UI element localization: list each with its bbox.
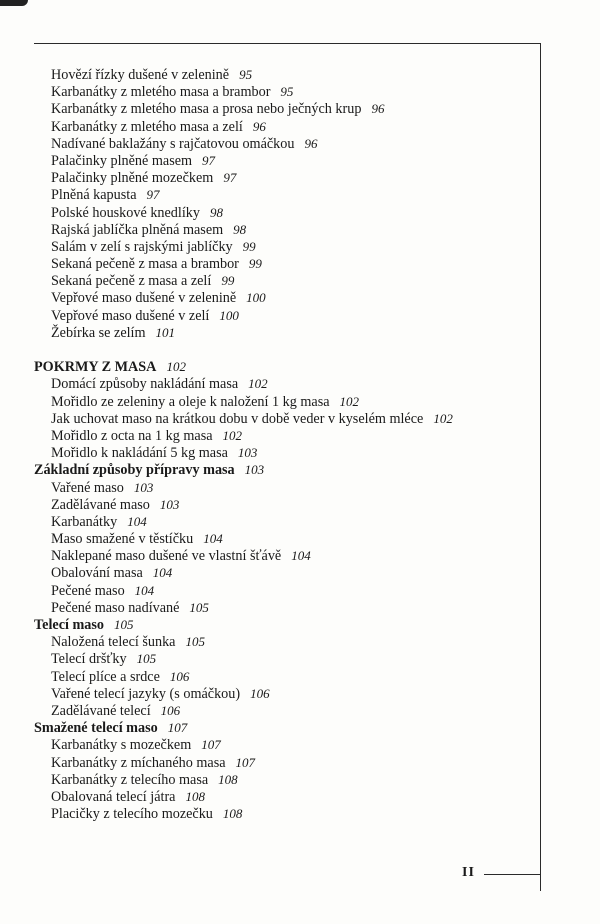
section-title: Telecí maso bbox=[34, 617, 105, 633]
section-heading bbox=[34, 616, 534, 633]
toc-entry bbox=[34, 547, 534, 564]
toc-basic-items bbox=[34, 479, 534, 617]
entry-page: 100 bbox=[246, 290, 266, 306]
toc-entry bbox=[34, 289, 534, 306]
entry-page: 99 bbox=[248, 256, 262, 272]
entry-title: Placičky z telecího mozečku bbox=[51, 806, 213, 823]
entry-title: Obalování masa bbox=[51, 565, 143, 582]
entry-page: 105 bbox=[136, 651, 157, 667]
toc-entry bbox=[34, 685, 534, 702]
section-title: Základní způsoby přípravy masa bbox=[34, 462, 235, 479]
toc-entry bbox=[34, 771, 534, 788]
entry-page: 102 bbox=[339, 393, 360, 409]
entry-title: Palačinky plněné masem bbox=[51, 152, 193, 169]
toc-entry bbox=[34, 221, 534, 238]
entry-page: 105 bbox=[185, 634, 205, 650]
toc-entry bbox=[34, 754, 534, 771]
toc-entry bbox=[34, 736, 534, 753]
entry-title: Karbanátky z mletého masa a brambor bbox=[51, 84, 271, 101]
entry-title: Polské houskové knedlíky bbox=[51, 204, 200, 221]
toc-entry bbox=[34, 204, 534, 221]
entry-page: 103 bbox=[159, 496, 180, 512]
toc-entry bbox=[34, 650, 534, 667]
toc-fried-items bbox=[34, 736, 534, 822]
entry-title: Rajská jablíčka plněná masem bbox=[51, 221, 224, 238]
entry-page: 103 bbox=[237, 445, 258, 461]
toc-entry bbox=[34, 307, 534, 324]
toc-entry bbox=[34, 83, 534, 100]
toc-entry bbox=[34, 324, 534, 341]
toc-entry bbox=[34, 135, 534, 152]
entry-page: 96 bbox=[371, 101, 385, 117]
entry-page: 97 bbox=[223, 170, 237, 186]
entry-title: Karbanátky bbox=[51, 513, 118, 530]
entry-page: 96 bbox=[252, 118, 266, 134]
toc-entry bbox=[34, 152, 534, 169]
entry-title: Karbanátky z míchaného masa bbox=[51, 754, 226, 771]
section-heading bbox=[34, 719, 534, 736]
spacer bbox=[34, 341, 534, 358]
frame-right-rule bbox=[540, 43, 541, 891]
entry-title: Žebírka se zelím bbox=[51, 324, 146, 341]
entry-title: Vařené telecí jazyky (s omáčkou) bbox=[51, 685, 241, 702]
entry-page: 104 bbox=[203, 531, 223, 547]
table-of-contents bbox=[34, 66, 534, 822]
toc-entry bbox=[34, 582, 534, 599]
entry-page: 108 bbox=[218, 771, 238, 787]
entry-title: Naložená telecí šunka bbox=[51, 634, 176, 651]
entry-title: Telecí dršťky bbox=[51, 651, 127, 668]
frame-top-rule bbox=[34, 43, 541, 44]
entry-page: 102 bbox=[433, 410, 453, 426]
entry-page: 104 bbox=[291, 548, 311, 564]
entry-page: 104 bbox=[127, 513, 147, 529]
entry-title: Maso smažené v těstíčku bbox=[51, 531, 194, 548]
toc-entry bbox=[34, 375, 534, 392]
chapter-page: 102 bbox=[166, 359, 186, 375]
entry-page: 99 bbox=[221, 273, 235, 289]
toc-entry bbox=[34, 513, 534, 530]
toc-entry bbox=[34, 169, 534, 186]
toc-entry bbox=[34, 410, 534, 427]
entry-page: 106 bbox=[160, 702, 181, 718]
toc-entry bbox=[34, 118, 534, 135]
entry-title: Sekaná pečeně z masa a brambor bbox=[51, 256, 239, 273]
entry-title: Zadělávané maso bbox=[51, 496, 150, 513]
toc-entry bbox=[34, 186, 534, 203]
entry-page: 105 bbox=[189, 599, 209, 615]
toc-entry bbox=[34, 66, 534, 83]
entry-page: 108 bbox=[222, 806, 243, 822]
toc-entry bbox=[34, 668, 534, 685]
entry-page: 98 bbox=[233, 221, 247, 237]
toc-entry bbox=[34, 530, 534, 547]
entry-page: 103 bbox=[133, 479, 154, 495]
entry-title: Sekaná pečeně z masa a zelí bbox=[51, 273, 212, 290]
section-page: 105 bbox=[114, 617, 134, 632]
entry-page: 101 bbox=[155, 324, 176, 340]
entry-page: 100 bbox=[219, 307, 239, 323]
entry-title: Pečené maso bbox=[51, 582, 125, 599]
entry-page: 97 bbox=[202, 152, 216, 168]
entry-page: 106 bbox=[169, 668, 190, 684]
entry-page: 108 bbox=[185, 788, 205, 804]
entry-title: Salám v zelí s rajskými jablíčky bbox=[51, 238, 233, 255]
toc-entry bbox=[34, 496, 534, 513]
entry-title: Plněná kapusta bbox=[51, 187, 137, 204]
entry-title: Naklepané maso dušené ve vlastní šťávě bbox=[51, 548, 282, 565]
entry-title: Pečené maso nadívané bbox=[51, 599, 180, 616]
toc-veal-items bbox=[34, 633, 534, 719]
toc-group-two bbox=[34, 375, 534, 461]
entry-title: Mořidlo k nakládání 5 kg masa bbox=[51, 445, 228, 462]
toc-entry bbox=[34, 238, 534, 255]
entry-page: 104 bbox=[152, 565, 173, 581]
entry-page: 99 bbox=[242, 238, 256, 254]
section-title: Smažené telecí maso bbox=[34, 720, 158, 737]
entry-page: 104 bbox=[134, 582, 155, 598]
toc-entry bbox=[34, 633, 534, 650]
entry-title: Vařené maso bbox=[51, 479, 124, 496]
entry-title: Vepřové maso dušené v zelí bbox=[51, 307, 210, 324]
toc-entry bbox=[34, 444, 534, 461]
entry-page: 98 bbox=[209, 204, 223, 220]
page-number: II bbox=[462, 865, 475, 880]
toc-entry bbox=[34, 599, 534, 616]
section-heading bbox=[34, 461, 534, 478]
entry-page: 96 bbox=[304, 135, 318, 151]
entry-title: Hovězí řízky dušené v zelenině bbox=[51, 67, 230, 83]
toc-group-one bbox=[34, 66, 534, 341]
toc-entry bbox=[34, 393, 534, 410]
entry-title: Palačinky plněné mozečkem bbox=[51, 170, 214, 187]
toc-entry bbox=[34, 272, 534, 289]
entry-title: Karbanátky z mletého masa a zelí bbox=[51, 118, 243, 135]
entry-page: 107 bbox=[235, 754, 256, 770]
toc-entry bbox=[34, 805, 534, 822]
entry-page: 107 bbox=[201, 737, 221, 753]
entry-title: Jak uchovat maso na krátkou dobu v době veder v kyselém mléce bbox=[51, 410, 424, 427]
section-page: 103 bbox=[244, 462, 265, 478]
entry-title: Mořidlo ze zeleniny a oleje k naložení 1 kg masa bbox=[51, 393, 330, 410]
entry-page: 97 bbox=[146, 187, 160, 203]
entry-title: Domácí způsoby nakládání masa bbox=[51, 376, 239, 393]
toc-entry bbox=[34, 100, 534, 117]
corner-scan-mark bbox=[0, 0, 28, 6]
entry-page: 95 bbox=[239, 67, 253, 82]
chapter-heading bbox=[34, 358, 534, 375]
entry-title: Nadívané baklažány s rajčatovou omáčkou bbox=[51, 135, 295, 152]
toc-entry bbox=[34, 702, 534, 719]
entry-title: Karbanátky z mletého masa a prosa nebo ječných krup bbox=[51, 101, 362, 118]
entry-title: Vepřové maso dušené v zelenině bbox=[51, 290, 237, 307]
toc-entry bbox=[34, 255, 534, 272]
entry-title: Zadělávané telecí bbox=[51, 702, 151, 719]
chapter-title: POKRMY Z MASA bbox=[34, 359, 157, 376]
entry-page: 106 bbox=[250, 685, 270, 701]
entry-title: Telecí plíce a srdce bbox=[51, 668, 160, 685]
toc-entry bbox=[34, 564, 534, 581]
toc-entry bbox=[34, 479, 534, 496]
entry-page: 95 bbox=[280, 84, 294, 100]
entry-title: Mořidlo z octa na 1 kg masa bbox=[51, 427, 213, 444]
entry-page: 102 bbox=[222, 427, 243, 443]
section-page: 107 bbox=[167, 720, 188, 736]
entry-title: Karbanátky z telecího masa bbox=[51, 771, 209, 788]
entry-title: Karbanátky s mozečkem bbox=[51, 737, 192, 754]
toc-entry bbox=[34, 788, 534, 805]
frame-bottom-rule bbox=[484, 874, 541, 875]
entry-page: 102 bbox=[248, 376, 268, 392]
entry-title: Obalovaná telecí játra bbox=[51, 788, 176, 805]
toc-entry bbox=[34, 427, 534, 444]
